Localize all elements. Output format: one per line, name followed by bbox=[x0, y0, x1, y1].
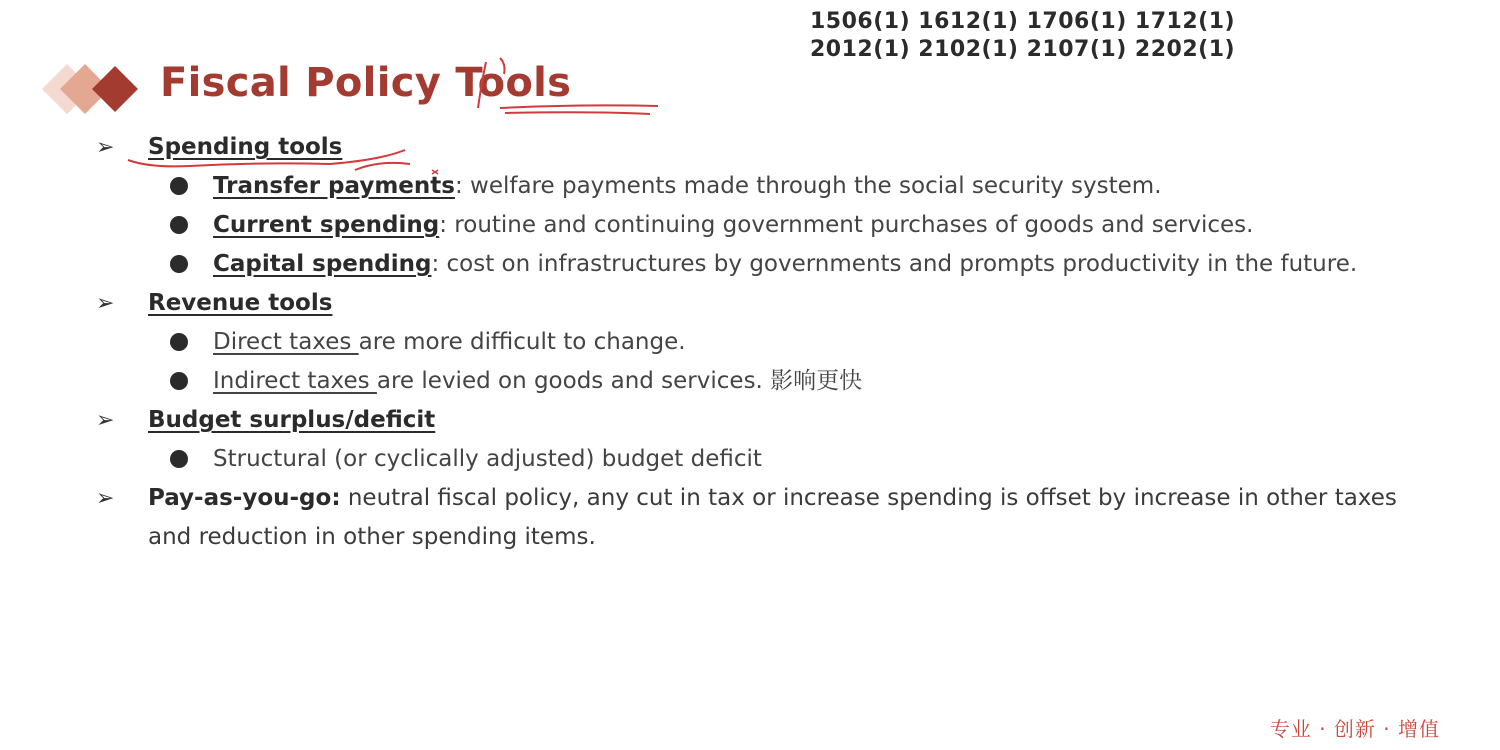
bullet-dot-icon bbox=[170, 216, 188, 234]
section-heading-payg: Pay-as-you-go: bbox=[148, 485, 341, 511]
section-revenue bbox=[90, 284, 1420, 401]
item-text: Structural (or cyclically adjusted) budget deficit bbox=[213, 446, 762, 472]
list-item bbox=[90, 167, 1420, 206]
section-payg bbox=[90, 479, 1420, 557]
footer-slogan: 专业 · 创新 · 增值 bbox=[1269, 717, 1440, 741]
arrow-bullet-icon: ➢ bbox=[96, 408, 115, 433]
item-text: are levied on goods and services. 影响更快 bbox=[376, 368, 863, 394]
section-heading-revenue: Revenue tools bbox=[148, 290, 333, 316]
list-item bbox=[90, 440, 1420, 479]
section-heading-budget: Budget surplus/deficit bbox=[148, 407, 436, 433]
bullet-dot-icon bbox=[170, 177, 188, 195]
list-item bbox=[90, 206, 1420, 245]
bullet-dot-icon bbox=[170, 333, 188, 351]
exam-codes bbox=[810, 8, 1235, 64]
item-term: Direct taxes bbox=[213, 329, 359, 355]
list-item bbox=[90, 362, 1420, 401]
item-term: Indirect taxes bbox=[213, 368, 377, 394]
exam-codes-line-2: 2012(1) 2102(1) 2107(1) 2202(1) bbox=[810, 37, 1236, 62]
bullet-dot-icon bbox=[170, 372, 188, 390]
bullet-dot-icon bbox=[170, 450, 188, 468]
item-text: : welfare payments made through the social security system. bbox=[454, 173, 1162, 199]
page-title: Fiscal Policy Tools bbox=[160, 60, 572, 106]
payg-text: neutral fiscal policy, any cut in tax or increase spending is offset by increase in other taxes and reduction in other spending items. bbox=[148, 485, 1397, 550]
arrow-bullet-icon: ➢ bbox=[96, 135, 115, 160]
section-budget bbox=[90, 401, 1420, 479]
section-spending bbox=[90, 128, 1420, 284]
list-item bbox=[90, 245, 1420, 284]
item-text: : routine and continuing government purchases of goods and services. bbox=[439, 212, 1254, 238]
item-text: are more difficult to change. bbox=[358, 329, 686, 355]
list-item bbox=[90, 323, 1420, 362]
item-term: Capital spending bbox=[213, 251, 432, 277]
diamond-logo-icon bbox=[40, 62, 150, 116]
content-area bbox=[90, 128, 1420, 557]
item-term: Transfer payments bbox=[213, 173, 455, 199]
item-term: Current spending bbox=[213, 212, 440, 238]
section-heading-spending: Spending tools bbox=[148, 134, 343, 160]
budget-list bbox=[148, 440, 1420, 479]
exam-codes-line-1: 1506(1) 1612(1) 1706(1) 1712(1) bbox=[810, 9, 1236, 34]
arrow-bullet-icon: ➢ bbox=[96, 291, 115, 316]
item-text: : cost on infrastructures by governments and prompts productivity in the future. bbox=[431, 251, 1358, 277]
revenue-list bbox=[148, 323, 1420, 401]
spending-list bbox=[148, 167, 1420, 284]
bullet-dot-icon bbox=[170, 255, 188, 273]
arrow-bullet-icon: ➢ bbox=[96, 486, 115, 511]
